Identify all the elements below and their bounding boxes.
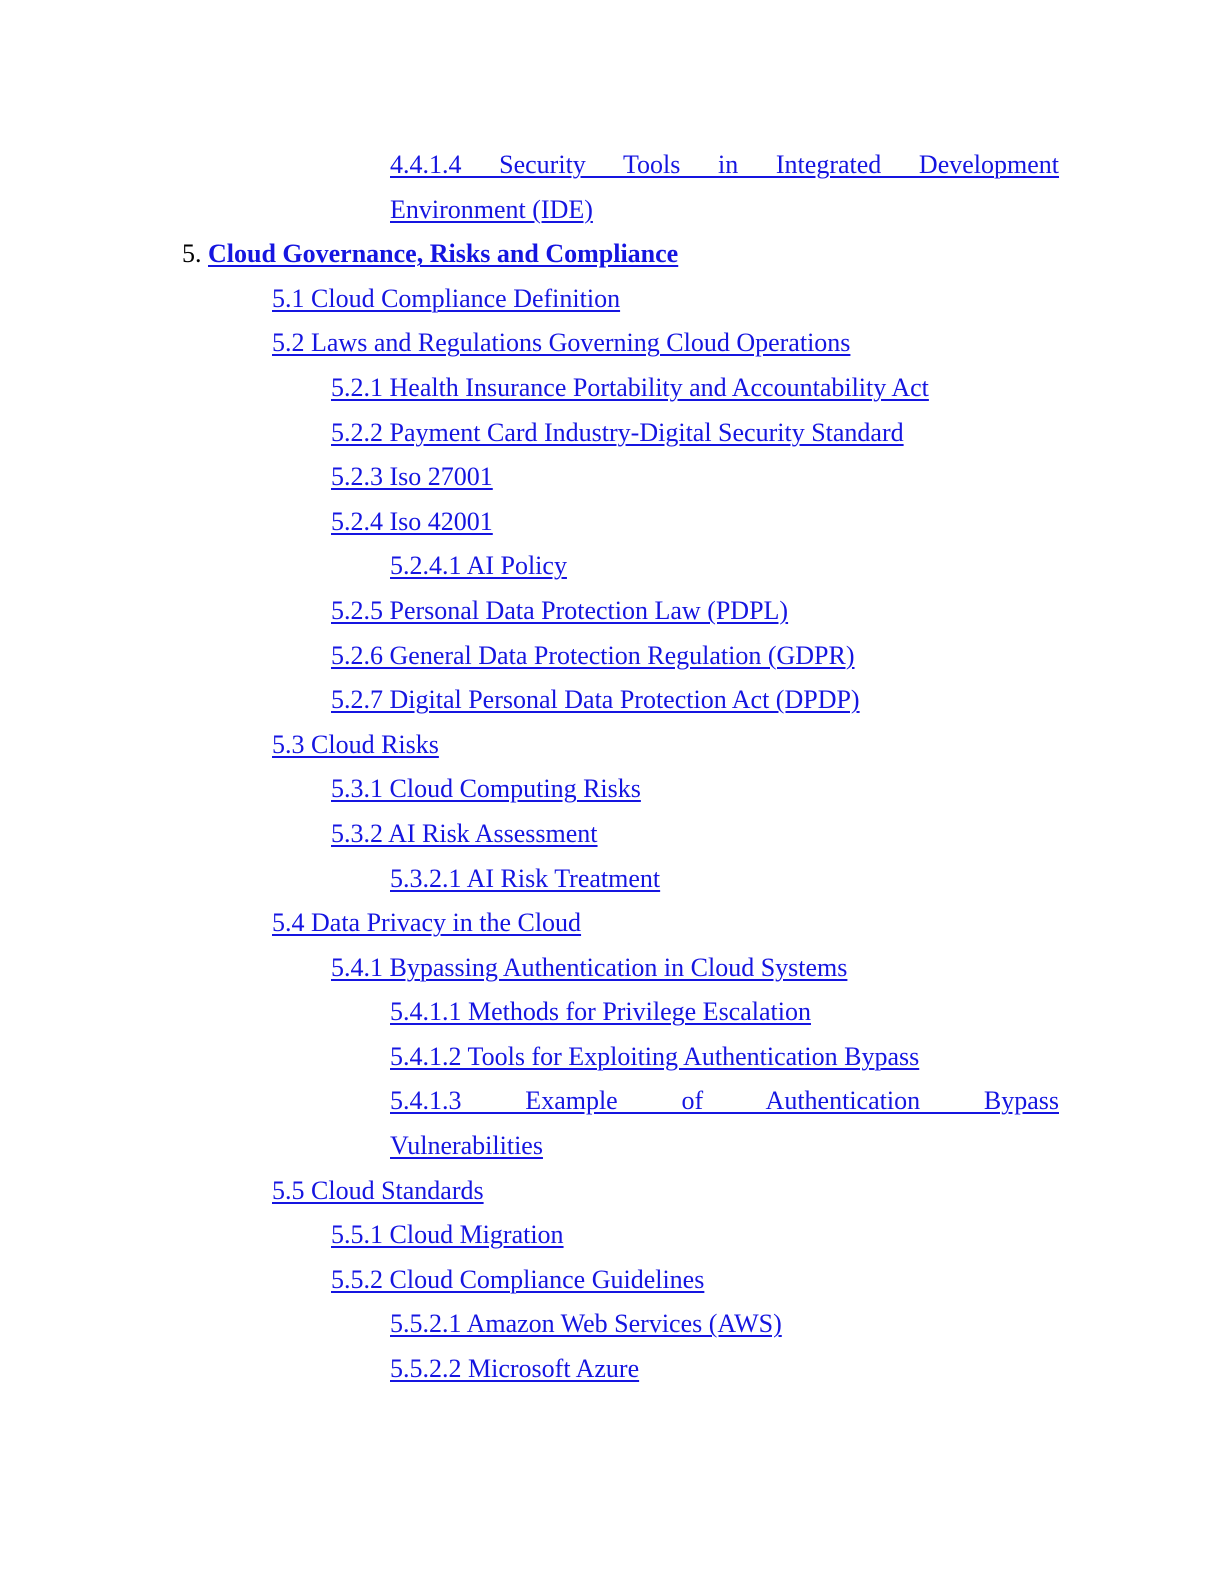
toc-link[interactable]: 5.2.2 Payment Card Industry-Digital Security Standard — [331, 417, 904, 447]
toc-entry — [0, 455, 1224, 500]
toc-link[interactable]: 5.2.1 Health Insurance Portability and Accountability Act — [331, 372, 929, 402]
toc-link[interactable]: 5.4.1.2 Tools for Exploiting Authentication Bypass — [390, 1041, 920, 1071]
toc-entry — [0, 634, 1224, 679]
toc-entry — [0, 901, 1224, 946]
toc-link[interactable]: 5.4.1.3 Example of Authentication Bypass — [390, 1086, 1059, 1116]
toc-entry — [0, 411, 1224, 456]
toc-entry — [0, 544, 1224, 589]
toc-entry — [0, 1347, 1224, 1392]
toc-entry — [0, 366, 1224, 411]
toc-link[interactable]: 5.5.1 Cloud Migration — [331, 1220, 564, 1250]
toc-entry — [0, 277, 1224, 322]
toc-entry — [0, 857, 1224, 902]
toc-link[interactable]: 5.4 Data Privacy in the Cloud — [272, 908, 582, 938]
toc-link[interactable]: 4.4.1.4 Security Tools in Integrated Development — [390, 150, 1059, 179]
toc-link[interactable]: Vulnerabilities — [390, 1131, 543, 1161]
toc-link[interactable]: 5.3 Cloud Risks — [272, 729, 439, 759]
toc-entry — [0, 500, 1224, 545]
toc-link[interactable]: 5.3.2.1 AI Risk Treatment — [390, 863, 661, 893]
toc-entry — [0, 1035, 1224, 1080]
toc-link[interactable]: 5.2.5 Personal Data Protection Law (PDPL) — [331, 595, 789, 625]
toc-entry — [0, 321, 1224, 366]
toc-entry — [0, 1124, 1224, 1169]
toc-link[interactable]: 5.5.2 Cloud Compliance Guidelines — [331, 1264, 705, 1294]
toc-entry — [0, 812, 1224, 857]
toc-entry — [0, 1302, 1224, 1347]
toc-link[interactable]: Cloud Governance, Risks and Compliance — [208, 239, 679, 269]
toc-link[interactable]: 5.2 Laws and Regulations Governing Cloud Operations — [272, 328, 851, 358]
toc-entry — [0, 1079, 1059, 1124]
toc-link[interactable]: 5.2.7 Digital Personal Data Protection Act (DPDP) — [331, 685, 860, 715]
toc-link[interactable]: 5.5.2.2 Microsoft Azure — [390, 1354, 640, 1384]
chapter-number: 5. — [182, 239, 202, 269]
toc-link[interactable]: 5.3.2 AI Risk Assessment — [331, 818, 598, 848]
toc-entry — [0, 1213, 1224, 1258]
toc-entry — [0, 723, 1224, 768]
toc-link[interactable]: 5.2.4.1 AI Policy — [390, 551, 567, 581]
table-of-contents — [0, 143, 1224, 1392]
toc-entry — [0, 143, 1059, 188]
toc-entry — [0, 188, 1224, 233]
toc-link[interactable]: 5.5 Cloud Standards — [272, 1175, 484, 1205]
toc-entry — [0, 589, 1224, 634]
toc-link[interactable]: 5.2.4 Iso 42001 — [331, 506, 493, 536]
toc-link[interactable]: 5.5.2.1 Amazon Web Services (AWS) — [390, 1309, 782, 1339]
toc-link[interactable]: 5.1 Cloud Compliance Definition — [272, 283, 621, 313]
toc-entry — [0, 990, 1224, 1035]
toc-link[interactable]: 5.2.3 Iso 27001 — [331, 462, 493, 492]
toc-link[interactable]: 5.4.1.1 Methods for Privilege Escalation — [390, 997, 811, 1027]
toc-entry — [0, 767, 1224, 812]
toc-link[interactable]: 5.3.1 Cloud Computing Risks — [331, 774, 641, 804]
toc-link[interactable]: 5.4.1 Bypassing Authentication in Cloud Systems — [331, 952, 848, 982]
toc-entry — [0, 1169, 1224, 1214]
toc-entry — [0, 946, 1224, 991]
toc-link[interactable]: 5.2.6 General Data Protection Regulation (GDPR) — [331, 640, 855, 670]
toc-entry — [0, 678, 1224, 723]
toc-chapter-entry — [0, 232, 1224, 277]
toc-link[interactable]: Environment (IDE) — [390, 194, 593, 224]
toc-entry — [0, 1258, 1224, 1303]
